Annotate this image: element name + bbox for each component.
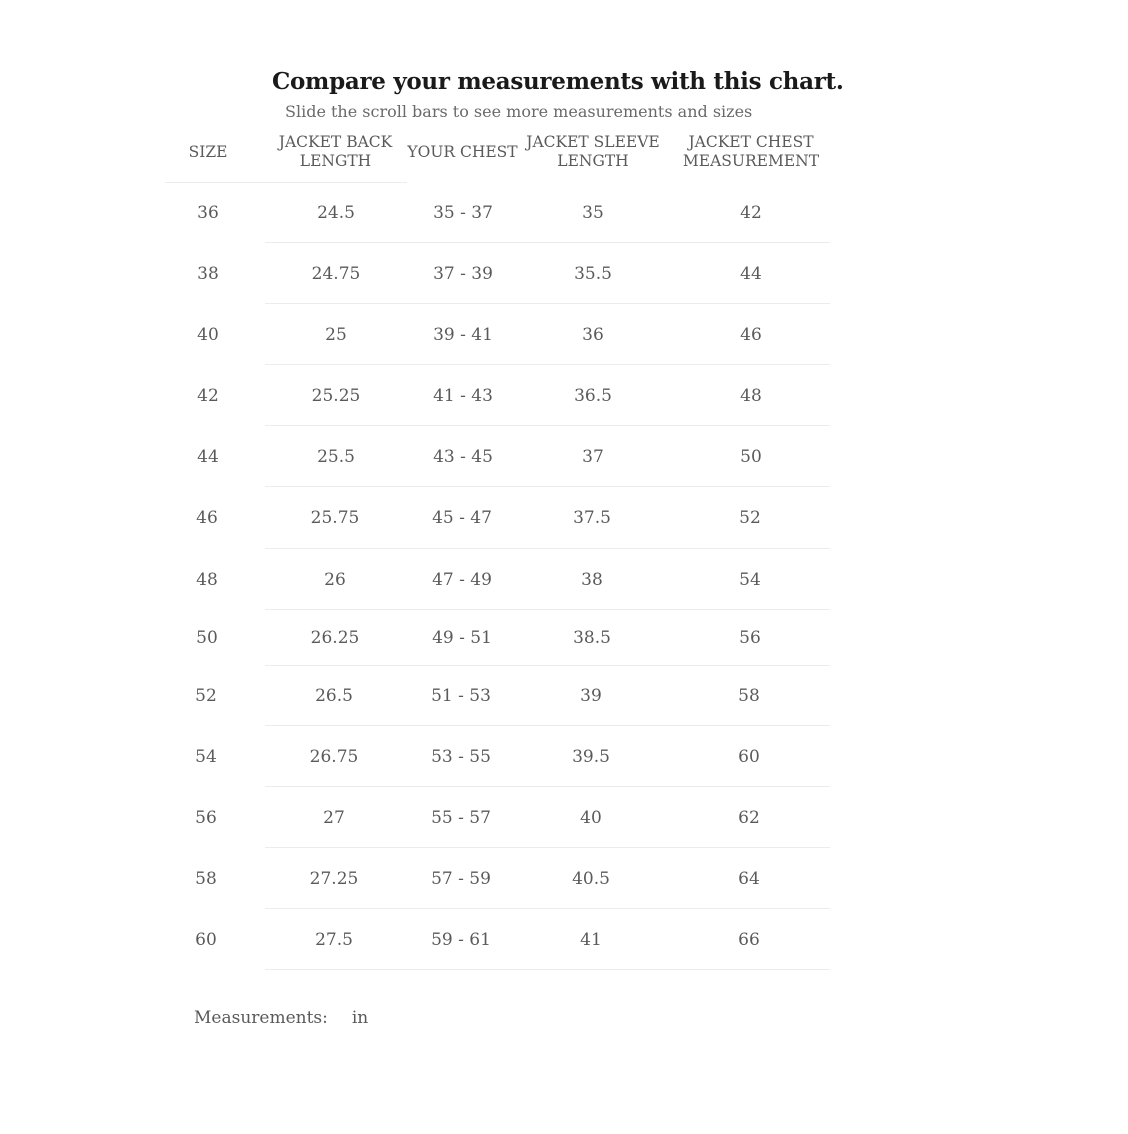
cell-jacket-chest-measurement: 60 [738,746,760,767]
cell-jacket-chest-measurement: 42 [740,202,762,223]
cell-size: 48 [196,569,218,590]
cell-jacket-chest-measurement: 54 [739,569,761,590]
cell-jacket-chest-measurement: 46 [740,324,762,345]
table-row [0,426,1128,487]
cell-your-chest: 35 - 37 [433,202,493,223]
cell-jacket-chest-measurement: 62 [738,807,760,828]
header-jacket-sleeve-length: JACKET SLEEVE LENGTH [526,133,660,170]
table-row [0,666,1128,726]
table-row [0,726,1128,787]
cell-size: 42 [197,385,219,406]
cell-jacket-back-length: 24.5 [317,202,355,223]
cell-size: 60 [195,929,217,950]
cell-jacket-chest-measurement: 48 [740,385,762,406]
header-jacket-chest-measurement: JACKET CHEST MEASUREMENT [682,133,820,170]
cell-your-chest: 49 - 51 [432,628,492,648]
table-row [0,549,1128,610]
cell-your-chest: 39 - 41 [433,324,493,345]
cell-jacket-back-length: 25.25 [311,385,361,406]
cell-jacket-back-length: 27.5 [315,929,353,950]
cell-jacket-back-length: 25.5 [317,446,355,467]
cell-size: 54 [195,746,217,767]
cell-jacket-chest-measurement: 56 [739,628,761,648]
cell-jacket-sleeve-length: 38 [581,569,603,590]
table-row [0,610,1128,666]
header-your-chest: YOUR CHEST [407,142,518,161]
page-title: Compare your measurements with this chart. [272,68,844,95]
cell-your-chest: 51 - 53 [431,686,491,706]
table-row [0,243,1128,304]
cell-jacket-sleeve-length: 35.5 [574,263,612,284]
cell-jacket-back-length: 24.75 [311,263,361,284]
cell-jacket-sleeve-length: 37 [582,446,604,467]
cell-jacket-back-length: 25 [325,324,347,345]
cell-your-chest: 59 - 61 [431,929,491,950]
table-row [0,787,1128,848]
cell-size: 46 [196,508,218,528]
cell-jacket-chest-measurement: 50 [740,446,762,467]
table-row [0,909,1128,970]
cell-jacket-sleeve-length: 40.5 [572,868,610,889]
table-row [0,487,1128,549]
table-row [0,848,1128,909]
cell-jacket-sleeve-length: 35 [582,202,604,223]
header-jacket-back-length: JACKET BACK LENGTH [278,133,393,170]
cell-jacket-chest-measurement: 58 [738,686,760,706]
cell-your-chest: 37 - 39 [433,263,493,284]
header-size: SIZE [188,142,228,161]
cell-your-chest: 41 - 43 [433,385,493,406]
cell-jacket-back-length: 26.75 [309,746,359,767]
row-divider [265,969,830,970]
measurement-unit: in [351,1008,369,1028]
measurements-label: Measurements: [194,1008,328,1028]
cell-jacket-sleeve-length: 40 [580,807,602,828]
cell-your-chest: 47 - 49 [432,569,492,590]
cell-size: 40 [197,324,219,345]
cell-size: 38 [197,263,219,284]
cell-jacket-back-length: 26.5 [315,686,353,706]
cell-jacket-back-length: 26.25 [310,628,360,648]
cell-jacket-chest-measurement: 52 [739,508,761,528]
cell-size: 36 [197,202,219,223]
cell-size: 52 [195,686,217,706]
cell-jacket-chest-measurement: 44 [740,263,762,284]
cell-jacket-sleeve-length: 38.5 [573,628,611,648]
table-row [0,182,1128,243]
cell-size: 44 [197,446,219,467]
measurement-unit-info [194,1008,368,1028]
cell-jacket-sleeve-length: 36.5 [574,385,612,406]
cell-size: 56 [195,807,217,828]
cell-your-chest: 57 - 59 [431,868,491,889]
cell-jacket-chest-measurement: 66 [738,929,760,950]
cell-jacket-sleeve-length: 41 [580,929,602,950]
cell-jacket-back-length: 25.75 [310,508,360,528]
cell-size: 58 [195,868,217,889]
cell-your-chest: 45 - 47 [432,508,492,528]
cell-jacket-back-length: 27 [323,807,345,828]
table-row [0,304,1128,365]
cell-jacket-sleeve-length: 39 [580,686,602,706]
cell-jacket-back-length: 26 [324,569,346,590]
table-row [0,365,1128,426]
cell-jacket-back-length: 27.25 [309,868,359,889]
cell-your-chest: 43 - 45 [433,446,493,467]
cell-your-chest: 55 - 57 [431,807,491,828]
cell-jacket-sleeve-length: 37.5 [573,508,611,528]
cell-jacket-sleeve-length: 39.5 [572,746,610,767]
cell-size: 50 [196,628,218,648]
cell-your-chest: 53 - 55 [431,746,491,767]
page-subtitle: Slide the scroll bars to see more measurements and sizes [285,102,753,121]
cell-jacket-chest-measurement: 64 [738,868,760,889]
cell-jacket-sleeve-length: 36 [582,324,604,345]
